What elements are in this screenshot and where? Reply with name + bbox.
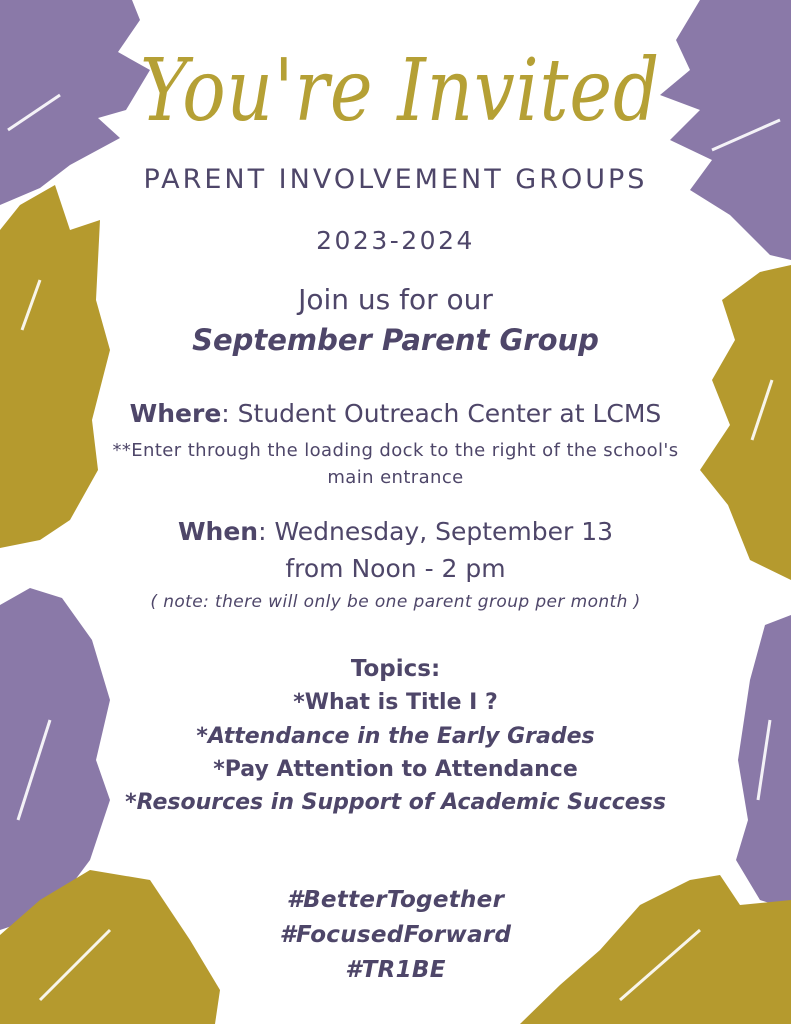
- invitation-title: [130, 28, 670, 158]
- topic-prefix: *: [293, 690, 305, 715]
- program-subtitle: PARENT INVOLVEMENT GROUPS: [143, 164, 648, 195]
- where-line: [0, 399, 791, 428]
- topic-prefix: *: [125, 790, 137, 815]
- topic-item: [0, 724, 791, 749]
- hashtag: #TR1BE: [345, 957, 446, 983]
- event-name: September Parent Group: [192, 323, 599, 357]
- topic-text: What is Title I ?: [304, 690, 498, 715]
- when-value: : Wednesday, September 13: [258, 517, 614, 546]
- time-line: from Noon - 2 pm: [285, 554, 506, 583]
- entrance-note-text: **Enter through the loading dock to the right of the school's main entrance: [112, 440, 679, 488]
- topic-item: [0, 757, 791, 782]
- topic-prefix: *: [196, 724, 208, 749]
- topics-heading: Topics:: [350, 656, 441, 682]
- where-value: : Student Outreach Center at LCMS: [221, 399, 662, 428]
- topic-text: Pay Attention to Attendance: [224, 757, 578, 782]
- when-line: [0, 517, 791, 546]
- when-label: When: [177, 517, 259, 546]
- entrance-note: [0, 437, 791, 491]
- topic-prefix: *: [213, 757, 225, 782]
- topic-text: Attendance in the Early Grades: [207, 724, 595, 749]
- frequency-note: ( note: there will only be one parent group per month ): [150, 592, 641, 612]
- topic-item: [0, 790, 791, 815]
- school-year: 2023-2024: [316, 226, 475, 255]
- where-label: Where: [129, 399, 222, 428]
- topic-item: [0, 690, 791, 715]
- topic-text: Resources in Support of Academic Success: [136, 790, 666, 815]
- title-text: You're Invited: [140, 41, 660, 141]
- intro-text: Join us for our: [298, 283, 493, 316]
- hashtag: #BetterTogether: [286, 887, 505, 913]
- hashtag: #FocusedForward: [279, 922, 512, 948]
